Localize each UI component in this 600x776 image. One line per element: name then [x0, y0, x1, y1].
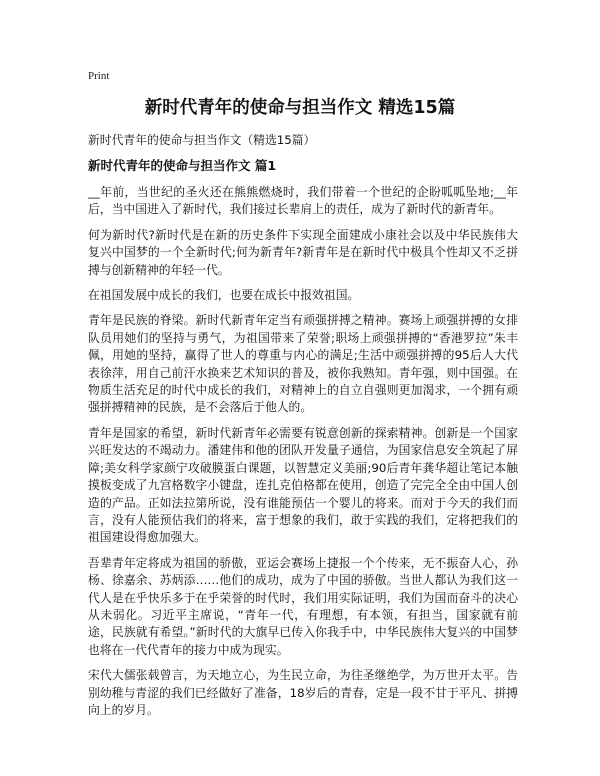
paragraph: 青年是国家的希望，新时代新青年必需要有锐意创新的探索精神。创新是一个国家兴旺发达的不竭动力。潘建伟和他的团队开发量子通信，为国家信息安全筑起了屏障;美女科学家颜宁攻破膜蛋白课题，以智慧定义美丽;90后青年龚华超让笔记本触摸板变成了九宫格数字小键盘，连扎克伯格都在使用，创造了完完全全由中国人创造的产品。正如法拉第所说，没有谁能预估一个婴儿的将来。而对于今天的我们而言，没有人能预估我们的将来，富于想象的我们，敢于实践的我们，定将把我们的祖国建设得愈加强大。 [88, 425, 518, 545]
print-link[interactable]: Print [88, 70, 110, 82]
paragraph: 何为新时代?新时代是在新的历史条件下实现全面建成小康社会以及中华民族伟大复兴中国梦的一个全新时代;何为新青年?新青年是在新时代中极具个性却又不乏拼搏与创新精神的年轻一代。 [88, 227, 518, 277]
document-title: 新时代青年的使命与担当作文 精选15篇 [144, 98, 456, 118]
article-body [88, 184, 518, 727]
paragraph: 吾辈青年定将成为祖国的骄傲，亚运会赛场上捷报一个个传来，无不振奋人心，孙杨、徐嘉余、苏炳添……他们的成功，成为了中国的骄傲。当世人都认为我们这一代人是在乎快乐多于在乎荣誉的时代时，我们用实际证明，我们为国而奋斗的决心从未弱化。习近平主席说，“青年一代，有理想，有本领，有担当，国家就有前途，民族就有希望。”新时代的大旗早已传入你我手中，中华民族伟大复兴的中国梦也将在一代代青年的接力中成为现实。 [88, 555, 518, 657]
paragraph: 青年是民族的脊梁。新时代新青年定当有顽强拼搏之精神。赛场上顽强拼搏的女排队员用她们的坚持与勇气，为祖国带来了荣誉;职场上顽强拼搏的“香港罗拉”朱丰佩，用她的坚持，赢得了世人的尊重与内心的满足;生活中顽强拼搏的95后人大代表徐萍，用自己前汗水换来艺术知识的普及，被你我熟知。青年强，则中国强。在物质生活充足的时代中成长的我们，对精神上的自立自强则更加渴求，一个拥有顽强拼搏精神的民族，是不会落后于他人的。 [88, 313, 518, 415]
paragraph: 在祖国发展中成长的我们，也要在成长中报效祖国。 [88, 288, 360, 303]
paragraph: 宋代大儒张载曾言，为天地立心，为生民立命，为往圣继绝学，为万世开太平。告别幼稚与青涩的我们已经做好了准备，18岁后的青春，定是一段不甘于平凡、拼搏向上的岁月。 [88, 668, 518, 717]
section-heading: 新时代青年的使命与担当作文 篇1 [88, 158, 277, 173]
document-subtitle: 新时代青年的使命与担当作文（精选15篇） [88, 133, 316, 147]
paragraph: __年前，当世纪的圣火还在熊熊燃烧时，我们带着一个世纪的企盼呱呱坠地;__年后，当中国进入了新时代，我们接过长辈肩上的责任，成为了新时代的新青年。 [88, 185, 518, 217]
